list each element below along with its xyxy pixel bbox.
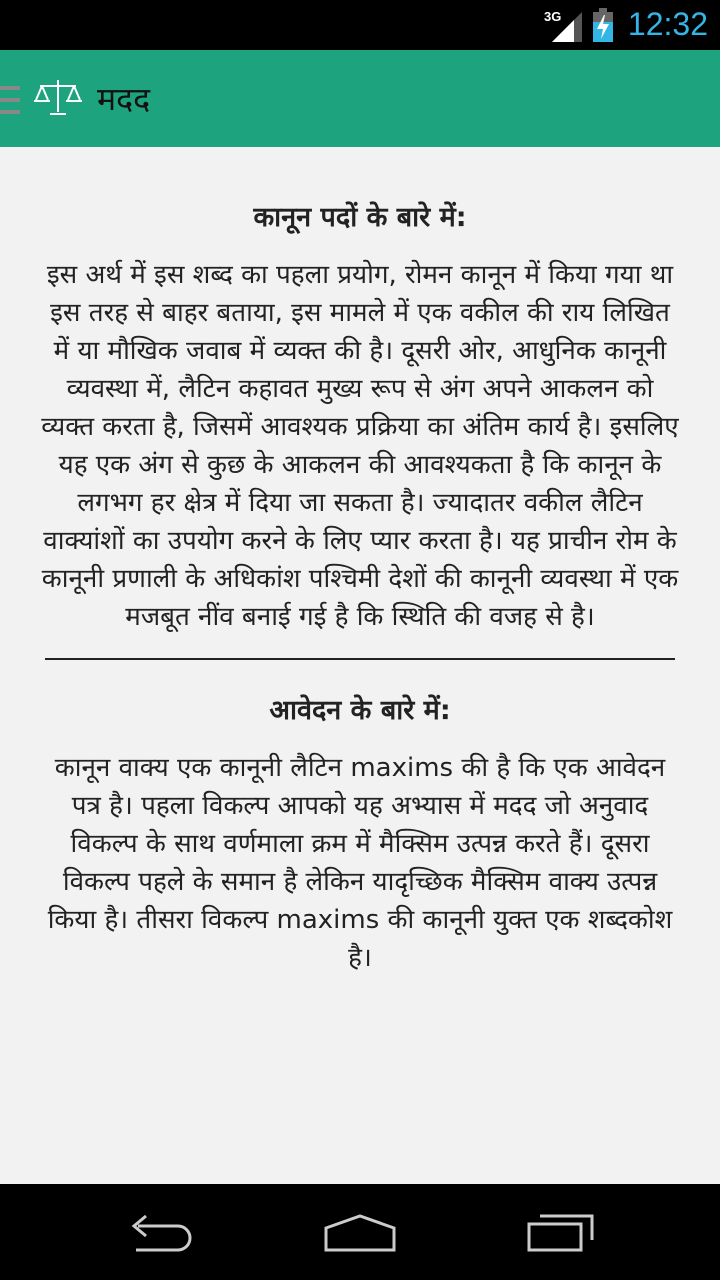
section-heading-application: आवेदन के बारे में: bbox=[269, 695, 451, 726]
signal-icon bbox=[552, 10, 584, 42]
section-heading-terms: कानून पदों के बारे में: bbox=[253, 202, 467, 233]
scale-of-justice-icon[interactable] bbox=[34, 78, 82, 118]
section-body-terms: इस अर्थ में इस शब्द का पहला प्रयोग, रोमन कानून में किया गया था इस तरह से बाहर बताया, इस मामले में एक वकील की राय लिखित में या मौखिक जवाब में व्यक्त की है। दूसरी ओर, आधुनिक कानूनी व्यवस्था में, लैटिन कहावत मुख्य रूप से अंग अपने आकलन को व्यक्त करता है, जिसमें आवश्यक प्रक्रिया का अंतिम कार्य है। इसलिए यह एक अंग से कुछ के आकलन की आवश्यकता है कि कानून के लगभग हर क्षेत्र में दिया जा सकता है। ज्यादातर वकील लैटिन वाक्यांशों का उपयोग करने के लिए प्यार करता है। यह प्राचीन रोम के कानूनी प्रणाली के अधिकांश पश्चिमी देशों की कानूनी व्यवस्था में एक मजबूत नींव बनाई गई है कि स्थिति की वजह से है। bbox=[41, 260, 679, 632]
recent-apps-icon[interactable] bbox=[526, 1212, 596, 1252]
home-icon[interactable] bbox=[322, 1212, 398, 1252]
battery-charging-icon bbox=[593, 8, 613, 42]
clock: 12:32 bbox=[627, 6, 708, 42]
section-body-application: कानून वाक्य एक कानूनी लैटिन maxims की है कि एक आवेदन पत्र है। पहला विकल्प आपको यह अभ्यास में मदद जो अनुवाद विकल्प के साथ वर्णमाला क्रम में मैक्सिम उत्पन्न करते हैं। दूसरा विकल्प पहले के समान है लेकिन यादृच्छिक मैक्सिम वाक्य उत्पन्न किया है। तीसरा विकल्प maxims की कानूनी युक्त एक शब्दकोश है। bbox=[47, 753, 673, 973]
network-type: 3G bbox=[544, 9, 562, 24]
status-bar bbox=[0, 0, 720, 50]
drawer-menu-icon[interactable] bbox=[0, 86, 20, 114]
action-bar bbox=[0, 50, 720, 147]
back-icon[interactable] bbox=[124, 1212, 196, 1252]
page-title: मदद bbox=[97, 80, 151, 118]
navigation-bar bbox=[0, 1184, 720, 1280]
help-content[interactable] bbox=[0, 147, 720, 1184]
